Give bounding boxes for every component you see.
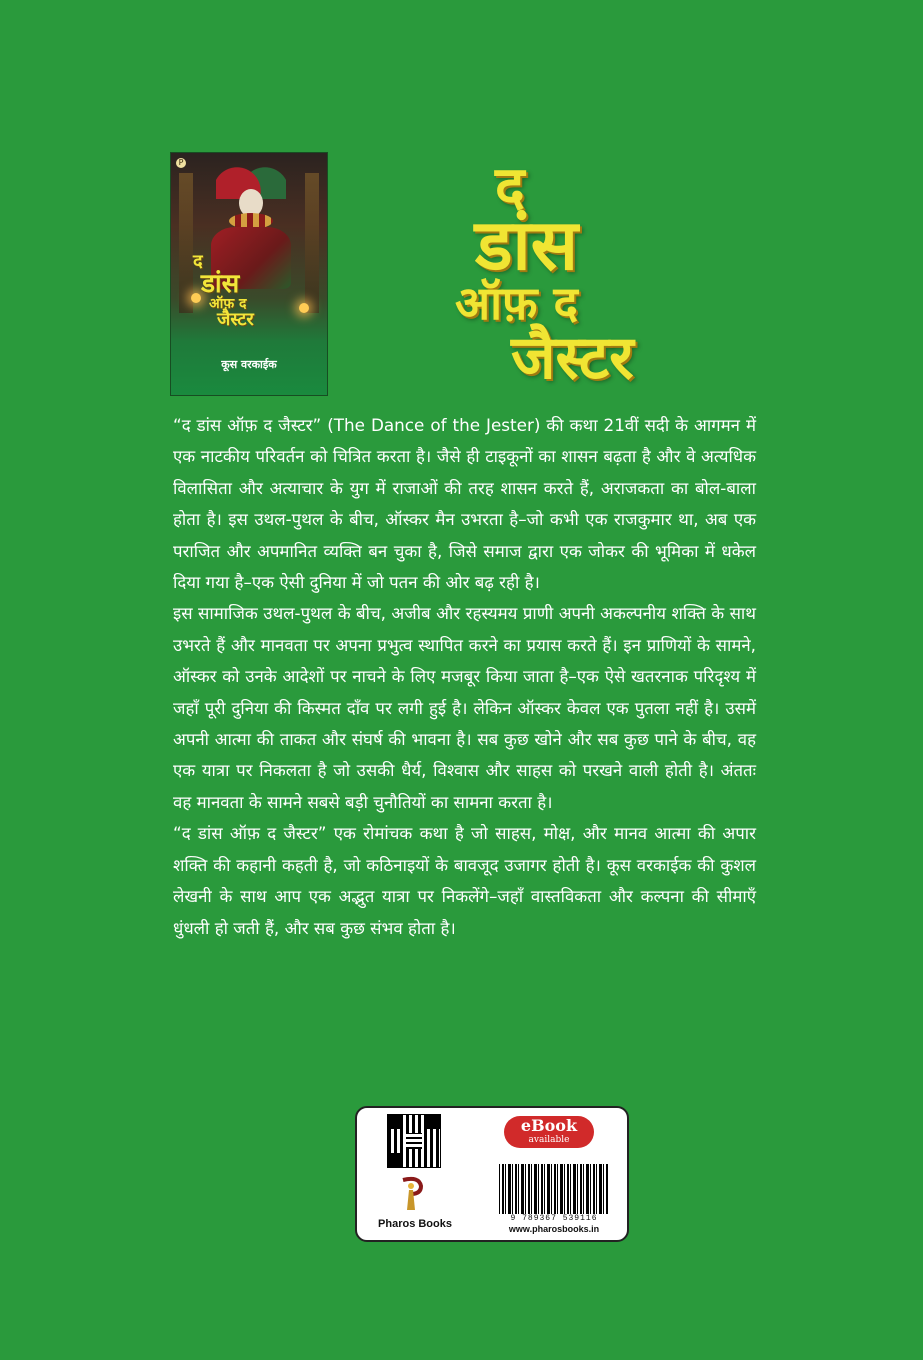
thumbnail-title-line: डांस (201, 269, 240, 299)
thumbnail-title (193, 253, 313, 329)
publisher-box (355, 1106, 629, 1242)
book-title-line: द (495, 155, 525, 220)
cover-thumbnail (170, 152, 328, 396)
blurb-paragraph: “द डांस ऑफ़ द जैस्टर” एक रोमांचक कथा है जो साहस, मोक्ष, और मानव आत्मा की अपार शक्ति की कहानी कहती है, जो कठिनाइयों के बावजूद उजागर होती है। कूस वरकाईक की कुशल लेखनी के साथ आप एक अद्भुत यात्रा पर निकलेंगे–जहाँ वास्तविकता और कल्पना की सीमाएँ धुंधली हो जती हैं, और सब कुछ संभव होता है। (173, 823, 756, 938)
ebook-label: eBook (520, 1116, 578, 1135)
ebook-sub-label: available (528, 1135, 570, 1145)
publisher-name: Pharos Books (378, 1218, 452, 1230)
qr-code-icon (387, 1114, 441, 1168)
ebook-badge (504, 1116, 594, 1148)
qr-code-pattern (406, 1133, 422, 1149)
pharos-logo-svg (397, 1176, 427, 1212)
thumbnail-title-line: जैस्टर (217, 309, 254, 330)
book-title-line: ऑफ़ द (455, 276, 578, 330)
blurb-text (173, 410, 756, 944)
publisher-url: www.pharosbooks.in (508, 1224, 600, 1234)
publisher-mark-icon: P (176, 158, 186, 168)
book-title-line: डांस (475, 204, 578, 286)
blurb-paragraph: इस सामाजिक उथल-पुथल के बीच, अजीब और रहस्यमय प्राणी अपनी अकल्पनीय शक्ति के साथ उभरते हैं और मानवता पर अपना प्रभुत्व स्थापित करने का प्रयास करते हैं। इन प्राणियों के सामने, ऑस्कर को उनके आदेशों पर नाचने के लिए मजबूर किया जाता है–एक ऐसे खतरनाक परिदृश्य में जहाँ पूरी दुनिया की किस्मत दाँव पर लगी हुई है। लेकिन ऑस्कर केवल एक पुतला नहीं है। उसमें अपनी आत्मा की ताकत और संघर्ष की भावना है। सब कुछ खोने और सब कुछ पाने के बीच, वह एक यात्रा पर निकलता है जो उसकी धैर्य, विश्वास और साहस को परखने वाली होती है। अंततः वह मानवता के सामने सबसे बड़ी चुनौतियों का सामना करता है। (173, 603, 756, 812)
thumbnail-title-line: द (193, 251, 203, 272)
book-title (455, 155, 715, 393)
book-title-line: जैस्टर (511, 323, 634, 393)
thumbnail-author: कूस वरकाईक (221, 358, 277, 371)
thumbnail-title-line: ऑफ़ द (209, 296, 247, 312)
pharos-lighthouse-icon (397, 1176, 427, 1212)
isbn-digits: 9 789367 539116 (510, 1214, 598, 1223)
blurb-paragraph: “द डांस ऑफ़ द जैस्टर” (The Dance of the Jester) की कथा 21वीं सदी के आगमन में एक नाटकीय परिवर्तन को चित्रित करता है। जैसे ही टाइकूनों का शासन बढ़ता है और वे अत्यधिक विलासिता और अत्याचार के युग में राजाओं की तरह शासन करते हैं, अराजकता का बोल-बाला होता है। इस उथल-पुथल के बीच, ऑस्कर मैन उभरता है–जो कभी एक राजकुमार था, अब एक पराजित और अपमानित व्यक्ति बन चुका है, जिसे समाज द्वारा एक जोकर की भूमिका में धकेल दिया गया है–एक ऐसी दुनिया में जो पतन की ओर बढ़ रही है। (173, 415, 756, 593)
isbn-barcode (499, 1164, 609, 1214)
pillar-shape (179, 173, 193, 313)
